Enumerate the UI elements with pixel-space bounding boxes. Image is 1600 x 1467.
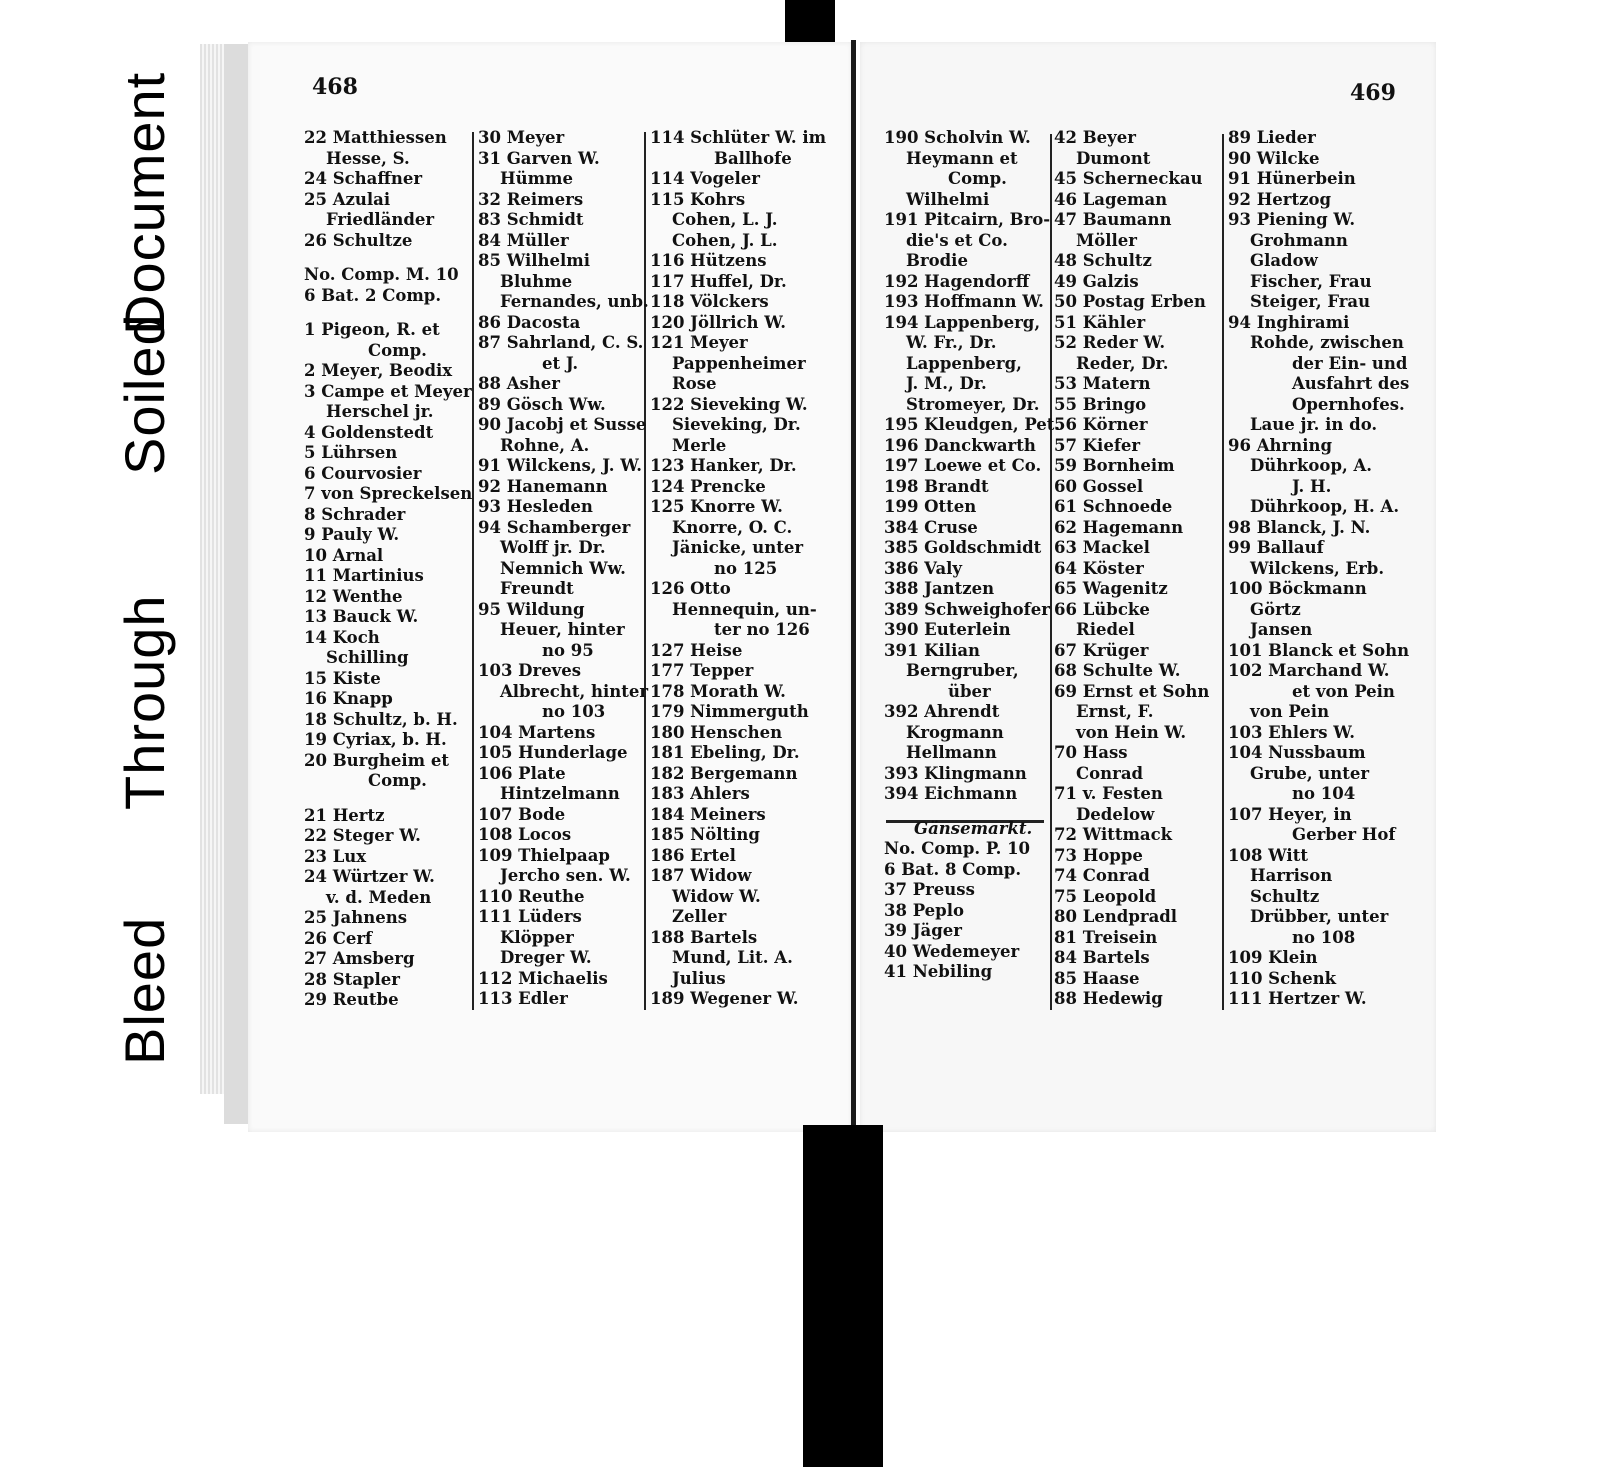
- directory-entry: 13 Bauck W.: [304, 607, 419, 626]
- directory-entry: 57 Kiefer: [1054, 435, 1141, 455]
- directory-entry: Berngruber,: [906, 661, 1019, 680]
- directory-entry: 93 Hesleden: [478, 497, 593, 516]
- directory-entry: 110 Schenk: [1228, 968, 1337, 988]
- directory-entry: Rose: [672, 374, 717, 393]
- directory-entry: Möller: [1076, 230, 1137, 250]
- directory-entry: 110 Reuthe: [478, 886, 585, 906]
- directory-entry: 7 von Spreckelsen: [304, 484, 473, 503]
- directory-entry: 60 Gossel: [1054, 476, 1144, 496]
- directory-entry: 63 Mackel: [1054, 538, 1150, 557]
- directory-entry: 20 Burgheim et: [304, 750, 449, 770]
- directory-entry: Dedelow: [1076, 804, 1155, 824]
- directory-entry: die's et Co.: [906, 230, 1008, 250]
- directory-entry: 84 Müller: [478, 230, 569, 250]
- directory-entry: 194 Lappenberg,: [884, 312, 1041, 332]
- directory-entry: Brodie: [906, 251, 968, 270]
- directory-entry: Zeller: [672, 907, 727, 926]
- directory-entry: 16 Knapp: [304, 689, 393, 708]
- directory-entry: Jansen: [1250, 620, 1313, 639]
- directory-entry: et J.: [542, 353, 579, 373]
- directory-entry: 32 Reimers: [478, 189, 584, 209]
- directory-entry: 98 Blanck, J. N.: [1228, 517, 1371, 537]
- side-label-word-bleed: Bleed: [113, 916, 176, 1065]
- directory-entry: 24 Würtzer W.: [304, 867, 435, 886]
- directory-entry: 26 Schultze: [304, 230, 413, 250]
- directory-entry: Dührkoop, A.: [1250, 456, 1373, 475]
- directory-entry: Widow W.: [672, 886, 761, 906]
- directory-entry: Cohen, L. J.: [672, 210, 778, 229]
- directory-entry: Rohne, A.: [500, 435, 590, 455]
- directory-entry: 49 Galzis: [1054, 271, 1139, 291]
- binding-tab-bottom: [803, 1125, 883, 1467]
- directory-entry: Comp.: [368, 771, 427, 790]
- directory-entry: 184 Meiners: [650, 804, 766, 824]
- directory-entry: 185 Nölting: [650, 825, 760, 844]
- directory-entry: 19 Cyriax, b. H.: [304, 730, 447, 749]
- directory-entry: 114 Schlüter W. im: [650, 128, 827, 147]
- directory-entry: Stromeyer, Dr.: [906, 394, 1040, 414]
- directory-entry: Hesse, S.: [326, 148, 410, 168]
- column-rule: [1222, 134, 1224, 1010]
- directory-entry: Dumont: [1076, 148, 1151, 168]
- directory-entry: no 103: [542, 702, 606, 721]
- entry-gap: [304, 792, 472, 806]
- directory-entry: 189 Wegener W.: [650, 989, 799, 1008]
- directory-entry: 26 Cerf: [304, 928, 373, 948]
- directory-entry: 90 Jacobj et Susse: [478, 415, 647, 434]
- directory-entry: 55 Bringo: [1054, 394, 1147, 414]
- directory-entry: 52 Reder W.: [1054, 333, 1166, 352]
- directory-entry: Wilckens, Erb.: [1250, 558, 1385, 578]
- directory-entry: Harrison: [1250, 866, 1333, 885]
- directory-entry: 105 Hunderlage: [478, 743, 628, 762]
- directory-entry: Gänsemarkt.: [914, 818, 1033, 838]
- directory-entry: 117 Huffel, Dr.: [650, 271, 787, 291]
- directory-entry: 197 Loewe et Co.: [884, 456, 1042, 475]
- directory-entry: 80 Lendpradl: [1054, 907, 1178, 926]
- directory-entry: 104 Nussbaum: [1228, 743, 1366, 762]
- directory-entry: 125 Knorre W.: [650, 497, 783, 516]
- directory-entry: 28 Stapler: [304, 969, 400, 989]
- directory-entry: Comp.: [368, 340, 427, 360]
- directory-entry: 391 Kilian: [884, 640, 981, 660]
- directory-entry: 22 Steger W.: [304, 826, 421, 845]
- directory-entry: 107 Heyer, in: [1228, 804, 1352, 824]
- directory-entry: 127 Heise: [650, 640, 743, 660]
- directory-entry: 177 Tepper: [650, 661, 754, 680]
- directory-entry: 393 Klingmann: [884, 763, 1027, 783]
- directory-entry: 53 Matern: [1054, 374, 1151, 393]
- directory-entry: 187 Widow: [650, 866, 752, 885]
- directory-column-6: [1228, 128, 1409, 1010]
- directory-entry: 106 Plate: [478, 763, 566, 783]
- directory-entry: 68 Schulte W.: [1054, 661, 1181, 680]
- directory-entry: Nemnich Ww.: [500, 558, 626, 578]
- directory-entry: 23 Lux: [304, 846, 367, 866]
- directory-entry: 111 Hertzer W.: [1228, 989, 1367, 1008]
- directory-entry: 124 Prencke: [650, 476, 766, 496]
- directory-entry: 103 Ehlers W.: [1228, 722, 1355, 742]
- directory-entry: Hellmann: [906, 743, 997, 762]
- directory-entry: 8 Schrader: [304, 504, 406, 524]
- directory-entry: 47 Baumann: [1054, 210, 1172, 229]
- directory-entry: Heymann et: [906, 148, 1018, 168]
- directory-entry: 69 Ernst et Sohn: [1054, 681, 1210, 701]
- directory-entry: 25 Azulai: [304, 189, 391, 209]
- directory-entry: 29 Reutbe: [304, 990, 399, 1009]
- directory-entry: Jercho sen. W.: [500, 866, 631, 885]
- directory-entry: Rohde, zwischen: [1250, 333, 1404, 352]
- directory-entry: 89 Lieder: [1228, 128, 1316, 147]
- directory-entry: 70 Hass: [1054, 743, 1128, 762]
- directory-entry: Klöpper: [500, 927, 574, 947]
- directory-entry: Hintzelmann: [500, 784, 620, 803]
- directory-entry: 51 Kähler: [1054, 312, 1146, 332]
- directory-entry: 188 Bartels: [650, 927, 758, 947]
- directory-entry: 30 Meyer: [478, 128, 565, 147]
- directory-entry: 14 Koch: [304, 627, 380, 647]
- directory-entry: Grohmann: [1250, 230, 1348, 250]
- directory-entry: 62 Hagemann: [1054, 517, 1184, 537]
- directory-entry: Wolff jr. Dr.: [500, 538, 606, 557]
- left-page-number: 468: [312, 74, 358, 100]
- directory-column-4: [884, 128, 1060, 983]
- directory-entry: 1 Pigeon, R. et: [304, 320, 440, 339]
- directory-entry: 31 Garven W.: [478, 148, 600, 168]
- directory-entry: 21 Hertz: [304, 805, 385, 825]
- directory-entry: 12 Wenthe: [304, 586, 403, 606]
- directory-entry: 115 Kohrs: [650, 189, 746, 209]
- directory-entry: 3 Campe et Meyer: [304, 381, 472, 401]
- directory-entry: 72 Wittmack: [1054, 825, 1173, 844]
- directory-entry: 190 Scholvin W.: [884, 128, 1031, 147]
- directory-entry: 6 Bat. 2 Comp.: [304, 285, 442, 305]
- directory-entry: 64 Köster: [1054, 558, 1144, 578]
- directory-entry: 93 Piening W.: [1228, 210, 1356, 229]
- directory-entry: Dreger W.: [500, 948, 592, 967]
- directory-entry: 388 Jantzen: [884, 579, 995, 598]
- directory-entry: 95 Wildung: [478, 599, 585, 619]
- directory-entry: Hümme: [500, 169, 574, 188]
- directory-entry: 86 Dacosta: [478, 312, 581, 332]
- directory-entry: J. M., Dr.: [906, 374, 987, 393]
- directory-entry: Reder, Dr.: [1076, 353, 1169, 373]
- directory-entry: Ernst, F.: [1076, 702, 1154, 721]
- directory-entry: W. Fr., Dr.: [906, 333, 997, 352]
- directory-entry: 42 Beyer: [1054, 128, 1136, 147]
- directory-entry: Comp.: [948, 169, 1007, 188]
- directory-entry: von Hein W.: [1076, 722, 1187, 742]
- directory-entry: ter no 126: [714, 620, 810, 639]
- directory-entry: 88 Asher: [478, 374, 560, 393]
- directory-entry: 96 Ahrning: [1228, 435, 1332, 455]
- directory-entry: 99 Ballauf: [1228, 538, 1324, 557]
- directory-entry: Lappenberg,: [906, 353, 1022, 373]
- directory-entry: 18 Schultz, b. H.: [304, 709, 458, 729]
- directory-entry: Cohen, J. L.: [672, 230, 778, 250]
- directory-entry: Hennequin, un-: [672, 599, 817, 619]
- directory-entry: 112 Michaelis: [478, 968, 608, 988]
- side-label-word-soiled: Soiled: [113, 313, 176, 475]
- directory-entry: 384 Cruse: [884, 517, 978, 537]
- directory-entry: 59 Bornheim: [1054, 456, 1175, 475]
- directory-entry: 85 Wilhelmi: [478, 251, 590, 270]
- directory-entry: no 95: [542, 640, 594, 660]
- directory-entry: Schultz: [1250, 886, 1320, 906]
- directory-entry: Merle: [672, 435, 727, 455]
- directory-entry: 111 Lüders: [478, 907, 582, 926]
- directory-entry: 22 Matthiessen: [304, 128, 447, 147]
- directory-entry: 186 Ertel: [650, 845, 736, 865]
- directory-entry: 114 Vogeler: [650, 169, 760, 188]
- side-label: [100, 45, 190, 1065]
- directory-entry: 5 Lührsen: [304, 443, 398, 462]
- directory-entry: Laue jr. in do.: [1250, 415, 1378, 434]
- entry-gap: [304, 251, 472, 265]
- directory-entry: Krogmann: [906, 722, 1004, 742]
- directory-entry: 104 Martens: [478, 722, 596, 742]
- directory-entry: 74 Conrad: [1054, 866, 1150, 885]
- directory-entry: 118 Völckers: [650, 292, 769, 311]
- directory-entry: Riedel: [1076, 620, 1135, 639]
- directory-entry: 87 Sahrland, C. S.: [478, 333, 644, 352]
- directory-entry: 71 v. Festen: [1054, 784, 1163, 803]
- directory-entry: 89 Gösch Ww.: [478, 394, 606, 414]
- directory-entry: Albrecht, hinter: [500, 681, 649, 701]
- directory-entry: 103 Dreves: [478, 661, 582, 680]
- directory-entry: v. d. Meden: [326, 887, 432, 907]
- directory-entry: 92 Hertzog: [1228, 189, 1332, 209]
- directory-entry: Conrad: [1076, 763, 1144, 783]
- directory-entry: 199 Otten: [884, 497, 977, 516]
- directory-entry: 94 Schamberger: [478, 517, 631, 537]
- directory-entry: 386 Valy: [884, 558, 963, 578]
- directory-entry: 38 Peplo: [884, 900, 964, 920]
- directory-entry: Fischer, Frau: [1250, 271, 1372, 291]
- directory-entry: 11 Martinius: [304, 566, 424, 585]
- directory-entry: Ballhofe: [714, 148, 792, 168]
- directory-entry: 65 Wagenitz: [1054, 579, 1168, 598]
- directory-entry: 15 Kiste: [304, 668, 381, 688]
- directory-entry: 120 Jöllrich W.: [650, 312, 786, 332]
- directory-entry: 41 Nebiling: [884, 962, 993, 981]
- directory-entry: 92 Hanemann: [478, 476, 608, 496]
- directory-entry: 182 Bergemann: [650, 763, 798, 783]
- directory-entry: Ausfahrt des: [1292, 374, 1410, 393]
- binding-tab-top: [785, 0, 835, 45]
- directory-entry: 94 Inghirami: [1228, 312, 1350, 332]
- directory-entry: Schilling: [326, 648, 409, 667]
- directory-entry: 73 Hoppe: [1054, 845, 1143, 865]
- directory-entry: 6 Bat. 8 Comp.: [884, 859, 1022, 879]
- directory-entry: 84 Bartels: [1054, 948, 1150, 967]
- directory-entry: 25 Jahnens: [304, 908, 407, 927]
- directory-entry: 122 Sieveking W.: [650, 394, 808, 414]
- directory-entry: no 104: [1292, 784, 1356, 803]
- directory-entry: no 125: [714, 558, 778, 578]
- directory-entry: 389 Schweighofer: [884, 599, 1050, 619]
- directory-entry: 191 Pitcairn, Bro-: [884, 210, 1051, 229]
- directory-entry: 109 Klein: [1228, 948, 1318, 967]
- directory-entry: Pappenheimer: [672, 353, 806, 373]
- directory-entry: 100 Böckmann: [1228, 579, 1367, 598]
- directory-entry: von Pein: [1250, 702, 1330, 721]
- book-spine: [851, 40, 856, 1125]
- directory-entry: 108 Locos: [478, 825, 572, 844]
- directory-entry: Mund, Lit. A.: [672, 948, 793, 967]
- directory-entry: Jänicke, unter: [672, 538, 804, 557]
- side-label-word-through: Through: [113, 594, 176, 810]
- directory-entry: 90 Wilcke: [1228, 148, 1320, 168]
- directory-entry: Bluhme: [500, 271, 573, 291]
- directory-entry: Friedländer: [326, 210, 435, 229]
- directory-column-1: [304, 128, 472, 1011]
- directory-entry: 183 Ahlers: [650, 784, 750, 803]
- directory-entry: 180 Henschen: [650, 722, 783, 742]
- directory-entry: 10 Arnal: [304, 545, 384, 565]
- directory-entry: Opernhofes.: [1292, 394, 1405, 414]
- directory-entry: 50 Postag Erben: [1054, 292, 1206, 311]
- directory-entry: 67 Krüger: [1054, 640, 1149, 660]
- directory-entry: Grube, unter: [1250, 763, 1370, 783]
- directory-entry: No. Comp. P. 10: [884, 839, 1031, 858]
- directory-entry: 24 Schaffner: [304, 169, 423, 188]
- directory-entry: 46 Lageman: [1054, 189, 1168, 209]
- directory-entry: 40 Wedemeyer: [884, 941, 1020, 961]
- directory-entry: 81 Treisein: [1054, 927, 1158, 947]
- directory-entry: J. H.: [1292, 476, 1332, 496]
- directory-entry: Gerber Hof: [1292, 825, 1396, 844]
- directory-entry: 37 Preuss: [884, 880, 975, 899]
- directory-entry: 75 Leopold: [1054, 886, 1157, 906]
- directory-entry: 390 Euterlein: [884, 620, 1011, 639]
- directory-entry: Dührkoop, H. A.: [1250, 497, 1400, 516]
- directory-entry: 56 Körner: [1054, 415, 1148, 434]
- directory-entry: Julius: [672, 968, 726, 988]
- directory-entry: Drübber, unter: [1250, 907, 1389, 926]
- directory-entry: 196 Danckwarth: [884, 435, 1036, 455]
- directory-entry: der Ein- und: [1292, 353, 1408, 373]
- directory-entry: Gladow: [1250, 251, 1318, 270]
- directory-entry: 179 Nimmerguth: [650, 702, 809, 721]
- page-edge-stack: [200, 44, 224, 1094]
- directory-entry: 392 Ahrendt: [884, 702, 1000, 721]
- directory-entry: 6 Courvosier: [304, 463, 422, 483]
- directory-entry: Knorre, O. C.: [672, 517, 793, 537]
- directory-column-5: [1054, 128, 1209, 1010]
- directory-entry: Freundt: [500, 579, 574, 598]
- directory-entry: Görtz: [1250, 599, 1301, 619]
- directory-entry: Steiger, Frau: [1250, 292, 1371, 311]
- directory-entry: 2 Meyer, Beodix: [304, 361, 453, 380]
- directory-entry: 9 Pauly W.: [304, 525, 400, 544]
- directory-entry: Sieveking, Dr.: [672, 415, 801, 434]
- directory-entry: 4 Goldenstedt: [304, 422, 434, 442]
- directory-entry: 198 Brandt: [884, 476, 989, 496]
- directory-entry: No. Comp. M. 10: [304, 265, 459, 284]
- side-label-word-document: Document: [113, 71, 176, 335]
- directory-entry: 178 Morath W.: [650, 681, 786, 701]
- directory-entry: 385 Goldschmidt: [884, 538, 1042, 557]
- directory-entry: 61 Schnoede: [1054, 497, 1173, 516]
- directory-entry: 394 Eichmann: [884, 784, 1018, 803]
- directory-entry: Herschel jr.: [326, 402, 434, 421]
- directory-entry: 102 Marchand W.: [1228, 661, 1390, 680]
- directory-entry: no 108: [1292, 927, 1356, 947]
- directory-entry: 193 Hoffmann W.: [884, 292, 1044, 311]
- directory-entry: 123 Hanker, Dr.: [650, 456, 797, 475]
- directory-entry: 181 Ebeling, Dr.: [650, 743, 800, 762]
- directory-entry: 121 Meyer: [650, 333, 748, 352]
- directory-column-2: [478, 128, 649, 1010]
- directory-entry: 91 Hünerbein: [1228, 169, 1356, 188]
- directory-entry: 192 Hagendorff: [884, 271, 1030, 291]
- directory-entry: 91 Wilckens, J. W.: [478, 456, 642, 475]
- directory-entry: über: [948, 681, 991, 701]
- entry-gap: [304, 306, 472, 320]
- directory-entry: 85 Haase: [1054, 968, 1140, 988]
- directory-entry: 107 Bode: [478, 804, 566, 824]
- directory-entry: 195 Kleudgen, Pet.: [884, 415, 1061, 434]
- directory-entry: 126 Otto: [650, 579, 731, 598]
- directory-entry: 113 Edler: [478, 989, 568, 1008]
- directory-entry: et von Pein: [1292, 681, 1395, 701]
- directory-entry: 88 Hedewig: [1054, 989, 1163, 1008]
- directory-entry: Fernandes, unb.: [500, 292, 649, 311]
- directory-entry: Heuer, hinter: [500, 620, 625, 639]
- column-rule: [472, 132, 474, 1010]
- directory-entry: 45 Scherneckau: [1054, 169, 1203, 188]
- directory-entry: 83 Schmidt: [478, 210, 584, 229]
- directory-entry: 108 Witt: [1228, 845, 1308, 865]
- directory-entry: Wilhelmi: [906, 189, 990, 209]
- directory-entry: 27 Amsberg: [304, 949, 415, 968]
- directory-entry: 101 Blanck et Sohn: [1228, 640, 1410, 660]
- directory-column-3: [650, 128, 826, 1010]
- directory-entry: 109 Thielpaap: [478, 845, 610, 865]
- directory-entry: 48 Schultz: [1054, 251, 1152, 270]
- right-page-number: 469: [1350, 80, 1396, 106]
- directory-entry: 66 Lübcke: [1054, 599, 1150, 619]
- directory-entry: 116 Hützens: [650, 251, 767, 270]
- directory-entry: 39 Jäger: [884, 921, 962, 940]
- entry-gap: [884, 805, 1060, 819]
